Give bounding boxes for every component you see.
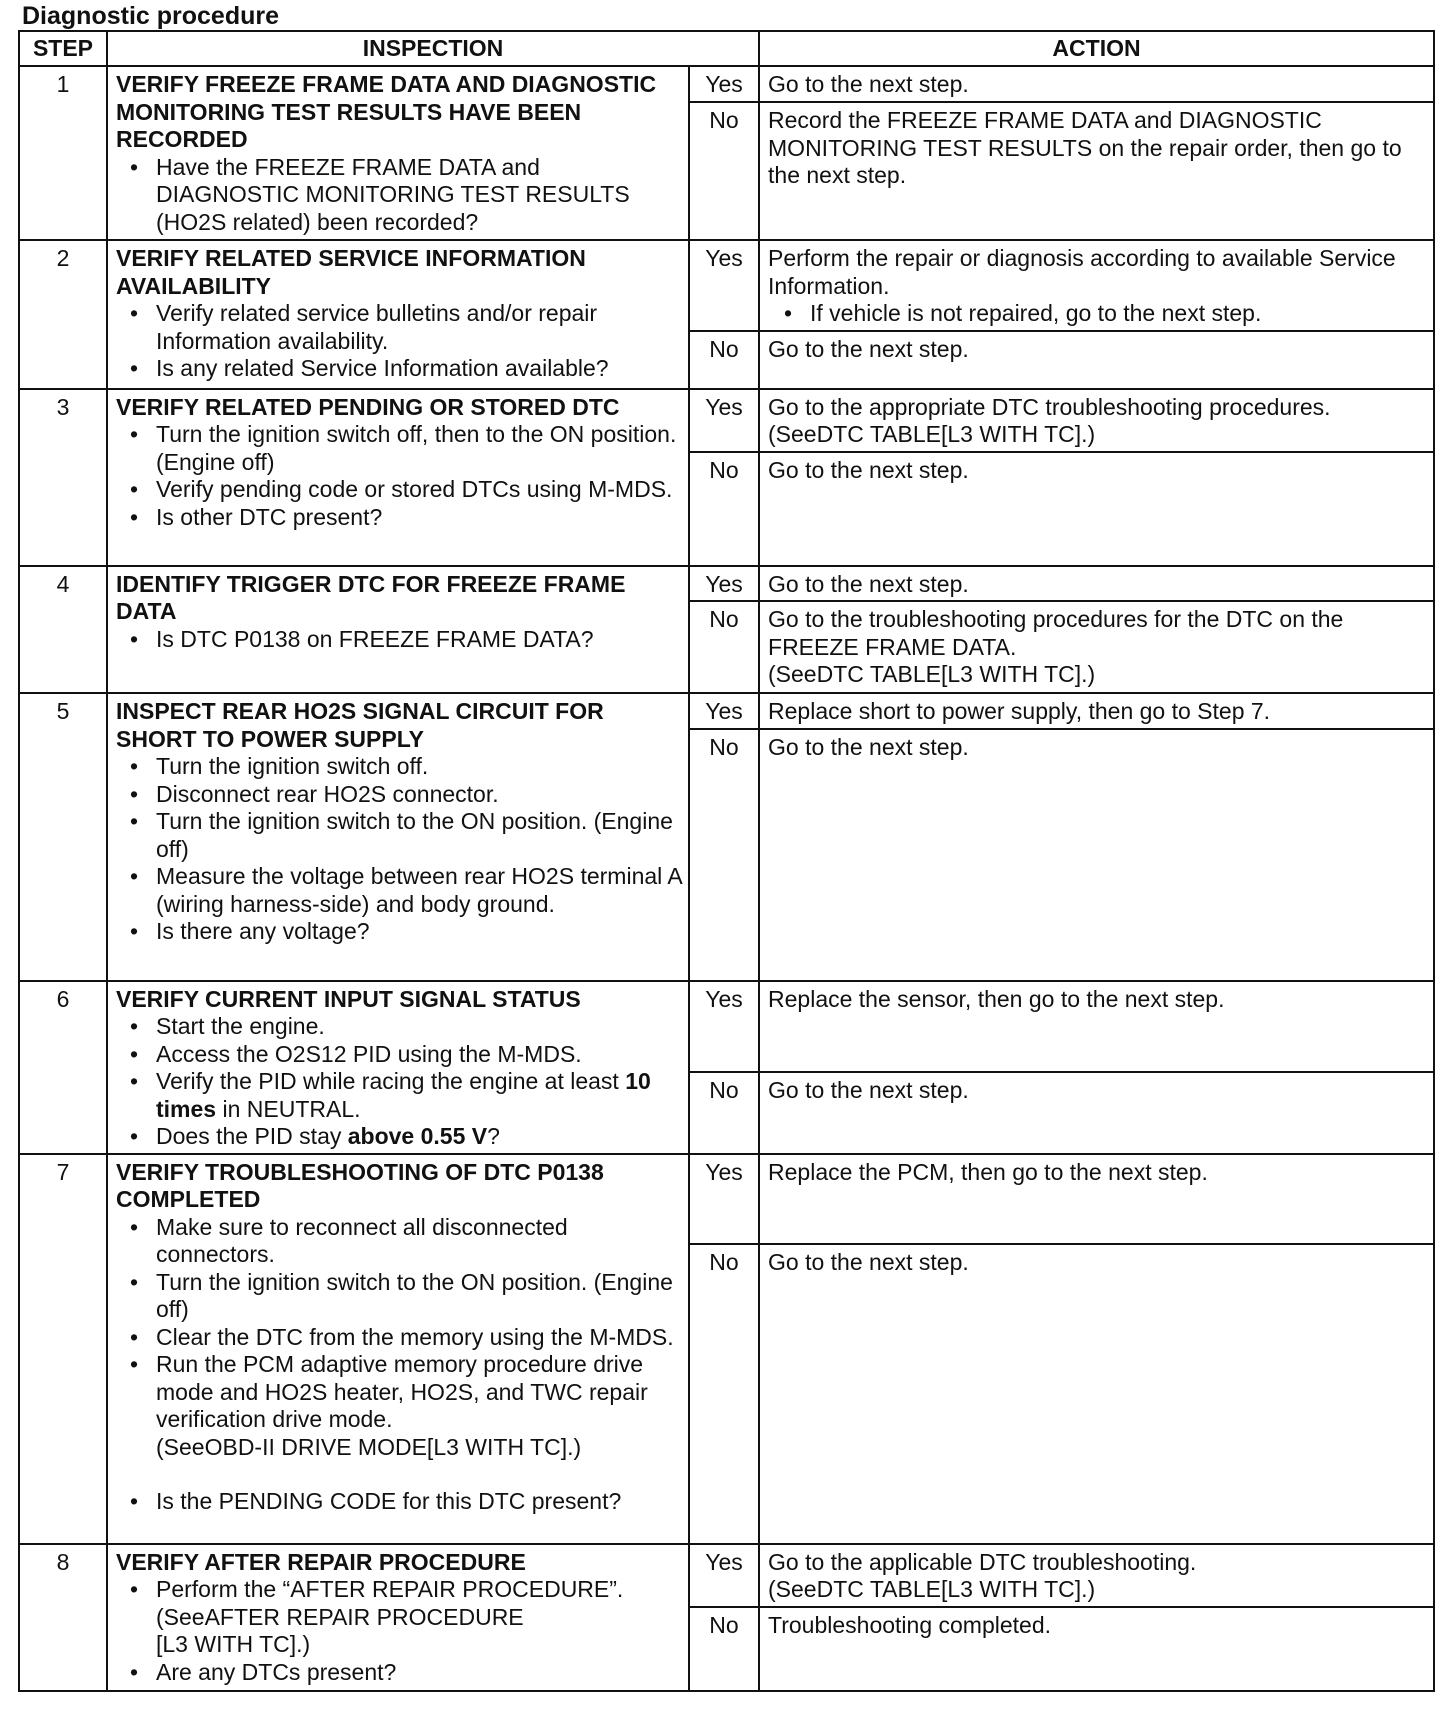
yes-label: Yes <box>689 66 759 102</box>
no-reference: (SeeDTC TABLE[L3 WITH TC].) <box>768 661 1096 687</box>
list-item <box>156 1068 682 1123</box>
no-action: Go to the troubleshooting procedures for the DTC on the FREEZE FRAME DATA. <box>768 606 1344 660</box>
list-item-text: Does the PID stay <box>156 1123 348 1149</box>
table-row <box>19 66 1434 102</box>
list-item-text: ? <box>487 1123 500 1149</box>
step-number: 4 <box>19 566 107 694</box>
yes-label: Yes <box>689 240 759 331</box>
inspection-cell <box>107 240 689 389</box>
list-item: • Turn the ignition switch to the ON position. (Engine off) <box>156 1269 682 1324</box>
list-item-text: in NEUTRAL. <box>216 1095 361 1122</box>
no-label: No <box>689 331 759 389</box>
inspection-cell <box>107 1154 689 1544</box>
inspection-cell <box>107 1544 689 1691</box>
yes-label: Yes <box>689 389 759 452</box>
yes-action: Replace the PCM, then go to the next step. <box>759 1154 1434 1244</box>
header-action: ACTION <box>759 31 1434 66</box>
table-row <box>19 693 1434 729</box>
step-number: 6 <box>19 981 107 1154</box>
table-header-row <box>19 31 1434 66</box>
inspection-title: VERIFY RELATED PENDING OR STORED DTC <box>116 393 620 420</box>
yes-action: Go to the next step. <box>759 66 1434 102</box>
yes-action: Go to the next step. <box>759 566 1434 602</box>
emphasis-text: 10 times <box>156 1068 651 1122</box>
inspection-cell <box>107 389 689 566</box>
list-item: • Disconnect rear HO2S connector. <box>156 781 682 809</box>
list-item: • Turn the ignition switch off, then to the ON position. (Engine off) <box>156 421 682 476</box>
no-action: Go to the next step. <box>759 331 1434 389</box>
no-label: No <box>689 1072 759 1153</box>
table-row <box>19 981 1434 1073</box>
no-label: No <box>689 601 759 693</box>
inspection-title: VERIFY AFTER REPAIR PROCEDURE <box>116 1548 526 1575</box>
inspection-title: VERIFY RELATED SERVICE INFORMATION AVAILABILITY <box>116 245 586 299</box>
step-number: 1 <box>19 66 107 240</box>
yes-label: Yes <box>689 566 759 602</box>
list-item: • Are any DTCs present? <box>156 1659 682 1687</box>
table-row <box>19 1544 1434 1607</box>
no-label: No <box>689 1244 759 1544</box>
yes-action-cell <box>759 389 1434 452</box>
yes-label: Yes <box>689 1154 759 1244</box>
list-item: • Is any related Service Information available? <box>156 355 682 383</box>
list-item: • Access the O2S12 PID using the M-MDS. <box>156 1041 682 1069</box>
header-step: STEP <box>19 31 107 66</box>
yes-action-cell <box>759 1544 1434 1607</box>
list-item <box>156 1576 682 1659</box>
yes-action: Replace short to power supply, then go to Step 7. <box>759 693 1434 729</box>
diagnostic-table <box>18 30 1435 1692</box>
table-row <box>19 566 1434 602</box>
inspection-title: VERIFY FREEZE FRAME DATA AND DIAGNOSTIC MONITORING TEST RESULTS HAVE BEEN RECORDED <box>116 71 657 152</box>
no-label: No <box>689 452 759 566</box>
no-action: Troubleshooting completed. <box>759 1607 1434 1691</box>
list-item: • Is other DTC present? <box>156 504 682 532</box>
yes-reference: (SeeDTC TABLE[L3 WITH TC].) <box>768 421 1096 447</box>
list-item: • Verify pending code or stored DTCs using M-MDS. <box>156 476 682 504</box>
reference-text: (SeeOBD-II DRIVE MODE[L3 WITH TC].) <box>156 1433 582 1460</box>
yes-label: Yes <box>689 981 759 1073</box>
inspection-title: IDENTIFY TRIGGER DTC FOR FREEZE FRAME DATA <box>116 570 626 624</box>
document-page <box>18 0 1433 1692</box>
list-item: • Measure the voltage between rear HO2S terminal A (wiring harness-side) and body ground. <box>156 863 682 918</box>
list-item: • Have the FREEZE FRAME DATA and DIAGNOSTIC MONITORING TEST RESULTS (HO2S related) been recorded? <box>156 154 682 237</box>
yes-action: Go to the applicable DTC troubleshooting. <box>768 1548 1197 1575</box>
inspection-cell <box>107 66 689 240</box>
no-action-cell <box>759 601 1434 693</box>
step-number: 7 <box>19 1154 107 1544</box>
inspection-title: VERIFY CURRENT INPUT SIGNAL STATUS <box>116 985 581 1012</box>
inspection-title: VERIFY TROUBLESHOOTING OF DTC P0138 COMPLETED <box>116 1158 604 1212</box>
header-inspection: INSPECTION <box>107 31 759 66</box>
no-action: Go to the next step. <box>759 452 1434 566</box>
inspection-cell <box>107 693 689 981</box>
list-item: • Make sure to reconnect all disconnected connectors. <box>156 1214 682 1269</box>
list-item: • Is DTC P0138 on FREEZE FRAME DATA? <box>156 626 682 654</box>
no-action: Go to the next step. <box>759 1244 1434 1544</box>
step-number: 2 <box>19 240 107 389</box>
list-item <box>156 1123 682 1151</box>
list-item: • Start the engine. <box>156 1013 682 1041</box>
reference-text: (SeeAFTER REPAIR PROCEDURE <box>156 1603 524 1630</box>
list-item: • Is there any voltage? <box>156 918 682 946</box>
list-item: • Turn the ignition switch to the ON position. (Engine off) <box>156 808 682 863</box>
step-number: 5 <box>19 693 107 981</box>
table-row <box>19 389 1434 452</box>
list-item <box>156 1351 682 1488</box>
list-item-text: • Perform the “AFTER REPAIR PROCEDURE”. <box>156 1576 624 1602</box>
list-item: • If vehicle is not repaired, go to the next step. <box>810 300 1425 328</box>
list-item: • Clear the DTC from the memory using the M-MDS. <box>156 1324 682 1352</box>
inspection-cell <box>107 566 689 694</box>
list-item-text: • Run the PCM adaptive memory procedure drive mode and HO2S heater, HO2S, and TWC repair verification drive mode. <box>156 1351 648 1432</box>
list-item: • Verify related service bulletins and/or repair Information availability. <box>156 300 682 355</box>
no-action: Record the FREEZE FRAME DATA and DIAGNOSTIC MONITORING TEST RESULTS on the repair order, then go to the next step. <box>759 102 1434 240</box>
no-label: No <box>689 1607 759 1691</box>
table-row <box>19 1154 1434 1244</box>
inspection-title: INSPECT REAR HO2S SIGNAL CIRCUIT FOR SHORT TO POWER SUPPLY <box>116 698 604 752</box>
table-row <box>19 240 1434 331</box>
step-number: 8 <box>19 1544 107 1691</box>
inspection-cell <box>107 981 689 1154</box>
yes-action: Perform the repair or diagnosis according to available Service Information. <box>768 245 1396 299</box>
page-title: Diagnostic procedure <box>22 2 279 30</box>
yes-reference: (SeeDTC TABLE[L3 WITH TC].) <box>768 1576 1096 1602</box>
no-label: No <box>689 729 759 981</box>
no-action: Go to the next step. <box>759 1072 1434 1153</box>
list-item-text: Verify the PID while racing the engine at least <box>156 1068 626 1094</box>
list-item: • Is the PENDING CODE for this DTC present? <box>156 1488 682 1516</box>
step-number: 3 <box>19 389 107 566</box>
emphasis-text: above 0.55 V <box>347 1123 488 1149</box>
yes-label: Yes <box>689 693 759 729</box>
yes-action: Replace the sensor, then go to the next step. <box>759 981 1434 1073</box>
list-item: • Turn the ignition switch off. <box>156 753 682 781</box>
no-action: Go to the next step. <box>759 729 1434 981</box>
reference-text: [L3 WITH TC].) <box>156 1631 311 1657</box>
no-label: No <box>689 102 759 240</box>
yes-label: Yes <box>689 1544 759 1607</box>
yes-action-cell <box>759 240 1434 331</box>
yes-action: Go to the appropriate DTC troubleshooting procedures. <box>768 393 1331 420</box>
